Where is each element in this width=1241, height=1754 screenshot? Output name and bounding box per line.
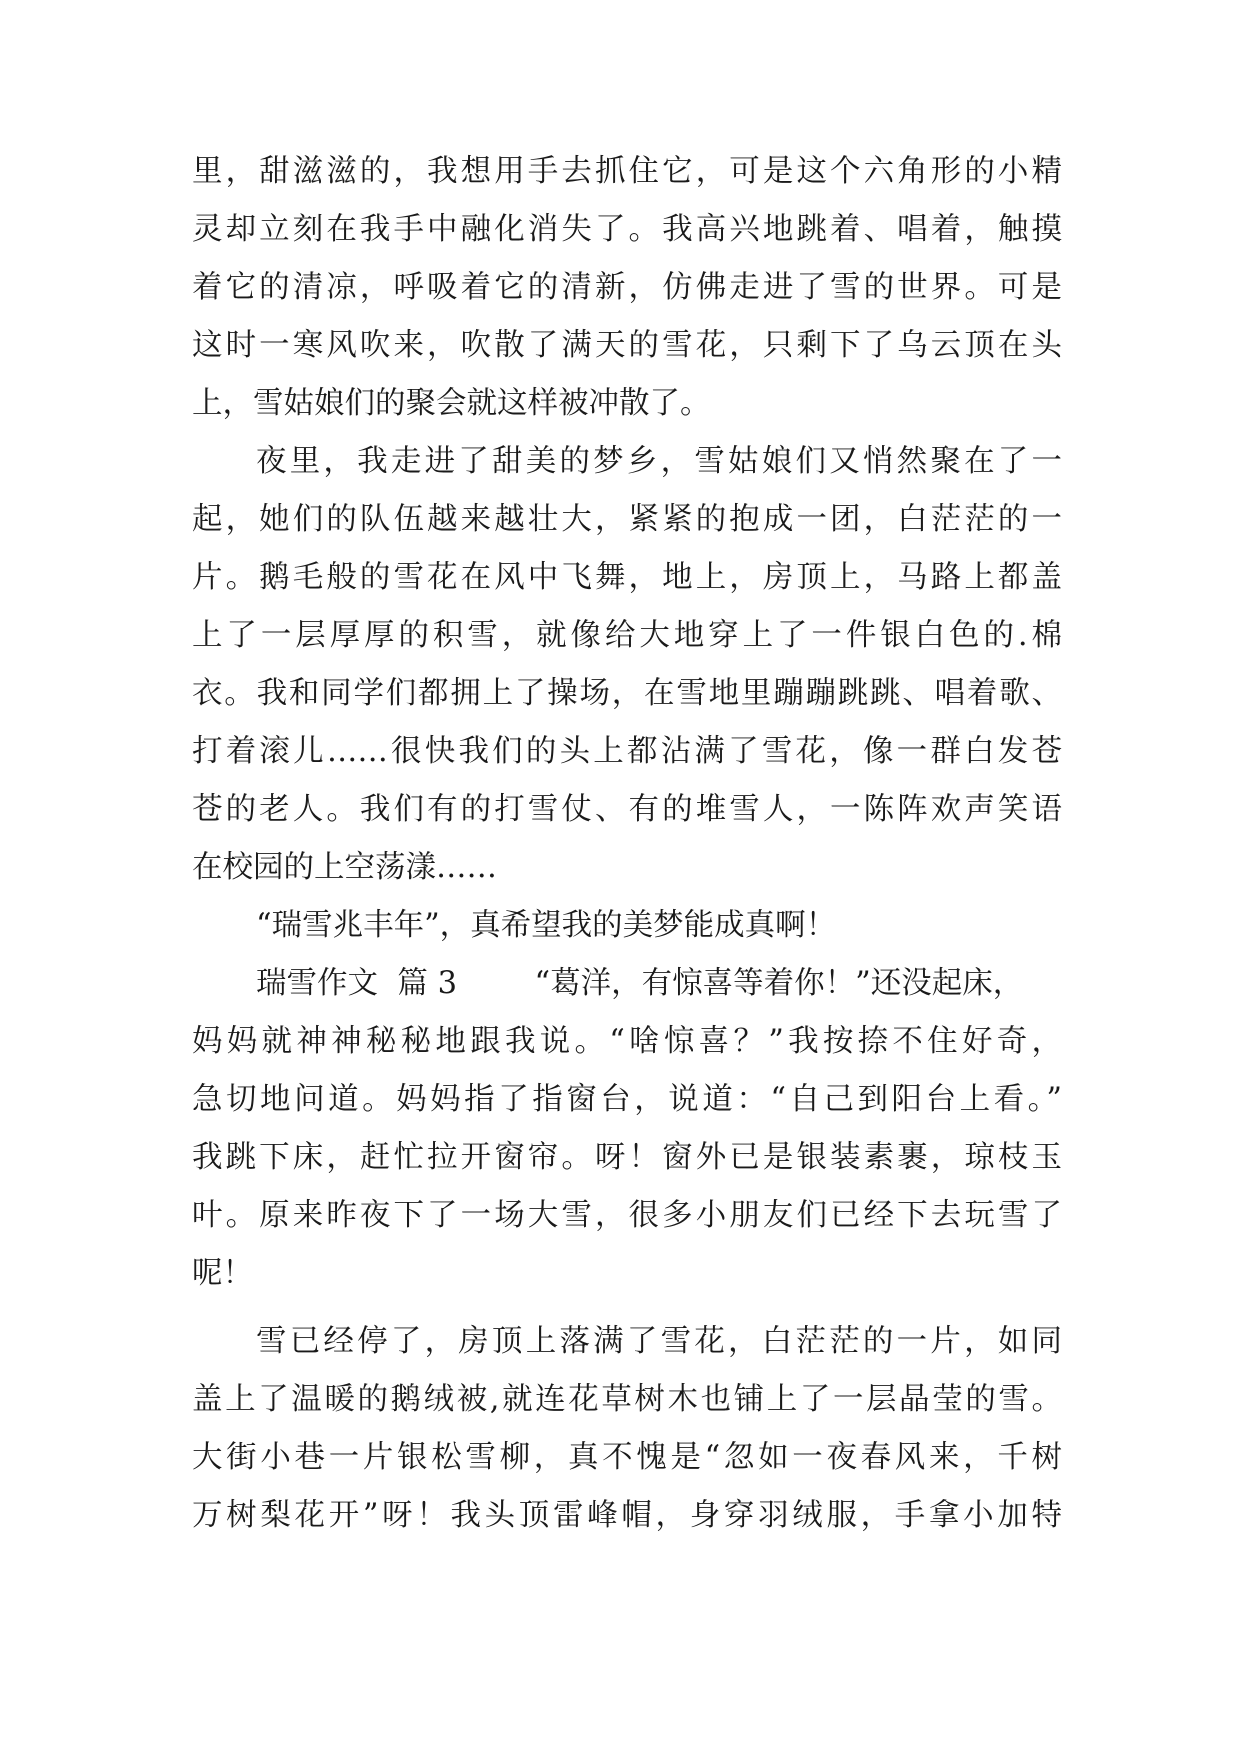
text-line: 这时一寒风吹来，吹散了满天的雪花，只剩下了乌云顶在头 [192, 328, 1062, 363]
paragraph-start-line: 雪已经停了，房顶上落满了雪花，白茫茫的一片，如同 [256, 1324, 1062, 1359]
text-line: 叶。原来昨夜下了一场大雪，很多小朋友们已经下去玩雪了 [192, 1198, 1062, 1233]
text-line: 呢！ [192, 1256, 253, 1291]
text-line: 上，雪姑娘们的聚会就这样被冲散了。 [192, 386, 711, 421]
text-line: 衣。我和同学们都拥上了操场，在雪地里蹦蹦跳跳、唱着歌、 [192, 676, 1062, 711]
paragraph-start-line: 夜里，我走进了甜美的梦乡，雪姑娘们又悄然聚在了一 [256, 444, 1062, 479]
text-line: 片。鹅毛般的雪花在风中飞舞，地上，房顶上，马路上都盖 [192, 560, 1062, 595]
text-line: 万树梨花开”呀！我头顶雷峰帽，身穿羽绒服，手拿小加特 [192, 1498, 1062, 1533]
text-line: 急切地问道。妈妈指了指窗台，说道：“自己到阳台上看。” [192, 1082, 1062, 1117]
text-line: 起，她们的队伍越来越壮大，紧紧的抱成一团，白茫茫的一 [192, 502, 1062, 537]
section-heading-line: 瑞雪作文 篇 3 “葛洋，有惊喜等着你！”还没起床， [256, 966, 1024, 1001]
text-line: 我跳下床，赶忙拉开窗帘。呀！窗外已是银装素裹，琼枝玉 [192, 1140, 1062, 1175]
text-line: 灵却立刻在我手中融化消失了。我高兴地跳着、唱着，触摸 [192, 212, 1062, 247]
text-line: 妈妈就神神秘秘地跟我说。“啥惊喜？”我按捺不住好奇， [192, 1024, 1062, 1059]
text-line: 苍的老人。我们有的打雪仗、有的堆雪人，一陈阵欢声笑语 [192, 792, 1062, 827]
text-line: 大街小巷一片银松雪柳，真不愧是“忽如一夜春风来，千树 [192, 1440, 1062, 1475]
text-line: 打着滚儿……很快我们的头上都沾满了雪花，像一群白发苍 [192, 734, 1062, 769]
text-line: 上了一层厚厚的积雪，就像给大地穿上了一件银白色的.棉 [192, 618, 1062, 653]
text-line: 在校园的上空荡漾…… [192, 850, 497, 885]
text-line: 着它的清凉，呼吸着它的清新，仿佛走进了雪的世界。可是 [192, 270, 1062, 305]
text-line: 盖上了温暖的鹅绒被,就连花草树木也铺上了一层晶莹的雪。 [192, 1382, 1062, 1417]
paragraph-start-line: “瑞雪兆丰年”，真希望我的美梦能成真啊！ [256, 908, 837, 943]
text-line: 里，甜滋滋的，我想用手去抓住它，可是这个六角形的小精 [192, 154, 1062, 189]
